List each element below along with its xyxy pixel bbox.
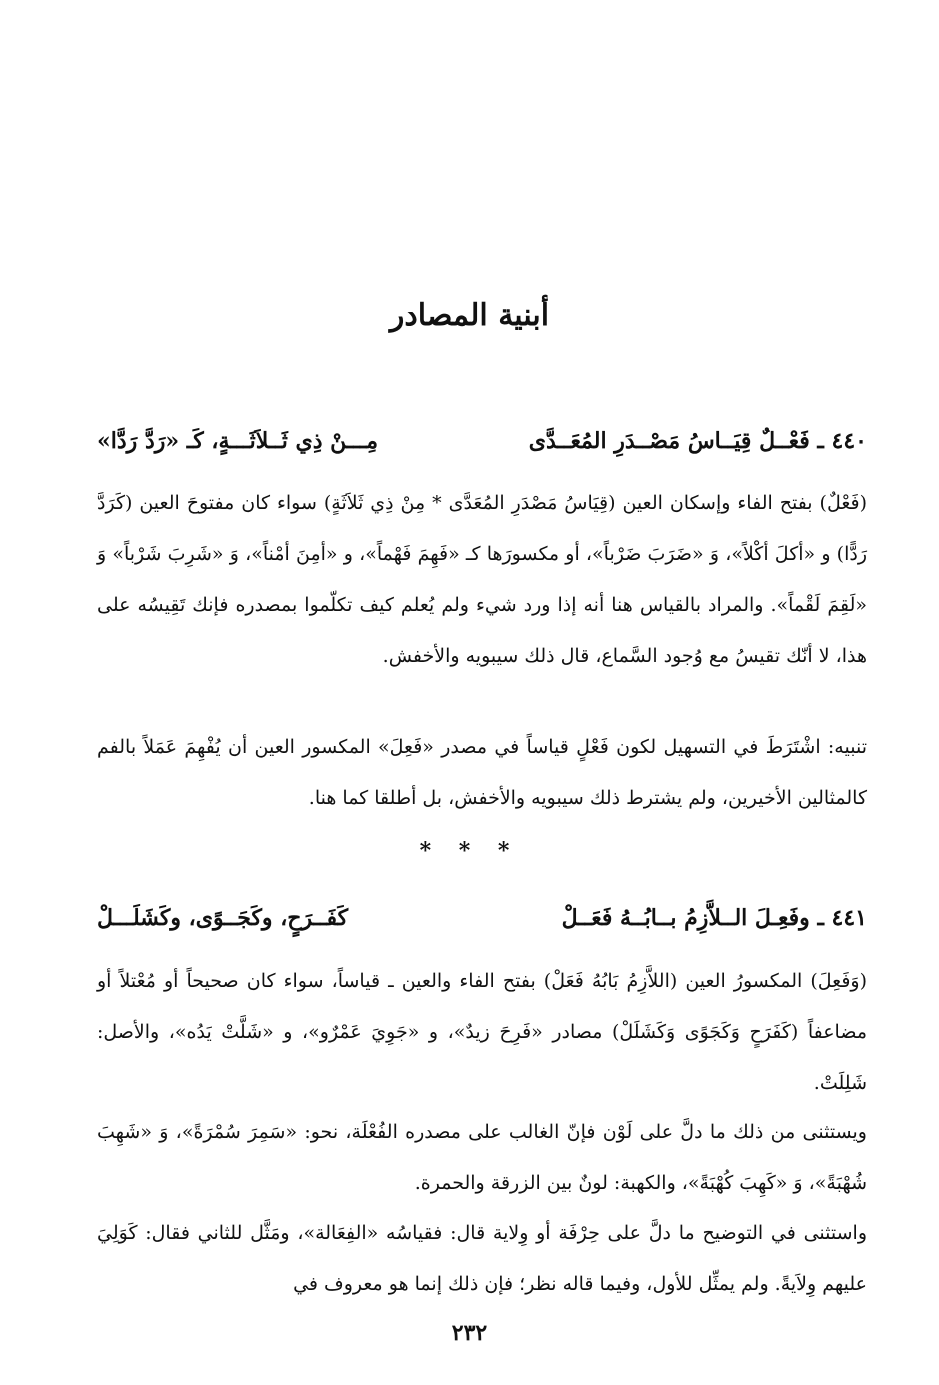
verse-440-first-hemistich: ٤٤٠ ـ فَعْــلٌ قِيَــاسُ مَصْــدَرِ المُعَــدَّى: [528, 428, 867, 454]
page-number: ٢٣٢: [451, 1320, 488, 1346]
commentary-paragraph-441: (وَفَعِلَ) المكسورُ العين (اللاَّزِمُ بَابُهُ فَعَلْ) بفتح الفاء والعين ـ قياساً، سواء كان صحيحاً أو مُعْتلاً أو مضاعفاً (كَفَرَحٍ وَكَجَوًى وَكَشَلَلْ) مصادر «فَرِحَ زيدٌ»، و «جَوِيَ عَمْرٌو»، و «شَلَّتْ يَدُه»، والأصل: شَلِلَتْ.: [97, 970, 867, 1094]
verse-441-first-hemistich: ٤٤١ ـ وفَعِـلَ الــلاَّزِمُ بــابُــهُ فَعَــلْ: [561, 905, 867, 931]
verse-441-second-hemistich: كَفَــرَحٍ، وكَجَــوًى، وكَشَلَـــلْ: [97, 905, 349, 931]
page-title: أبنية المصادر: [389, 298, 550, 333]
exception-paragraph-441: ويستثنى من ذلك ما دلَّ على لَوْن فإنّ الغالب على مصدره الفُعْلَة، نحو: «سَمِرَ سُمْرَةً»، وَ «شَهِبَ شُهْبَةً»، وَ «كَهِبَ كُهْبَةً»، والكهبة: لونٌ بين الزرقة والحمرة.: [97, 1121, 867, 1194]
tawdih-paragraph-441: واستثنى في التوضيح ما دلَّ على حِرْفَة أو وِلاية قال: فقياسُه «الفِعَالة»، ومَثَّل للثاني فقال: كَوَلِيَ عليهم وِلاَيةً. ولم يمثِّل للأول، وفيما قاله نظر؛ فإن ذلك إنما هو معروف في: [97, 1222, 867, 1295]
verse-440-second-hemistich: مِـــنْ ذِي ثَــلاَثَـــةٍ، كَـ «رَدَّ رَدَّا»: [97, 428, 379, 454]
verse-441: [97, 905, 867, 931]
commentary-paragraph-440: (فَعْلٌ) بفتح الفاء وإسكان العين (قِيَاسُ مَصْدَرِ المُعَدَّى * مِنْ ذِي ثَلاَثَةٍ) سواء كان مفتوحَ العين (كَرَدَّ رَدًّا) و «أكلَ أكْلاً»، وَ «ضَرَبَ ضَرْباً»، أو مكسورَها كـ «فَهِمَ فَهْماً»، و «أمِنَ أمْناً»، وَ «شَرِبَ شَرْباً» وَ «لَقِمَ لَقْماً». والمراد بالقياس هنا أنه إذا ورد شيء ولم يُعلم كيف تكلّموا بمصدره فإنك تَقِيسُه على هذا، لا أنّك تقيسُ مع وُجود السَّماع، قال ذلك سيبويه والأخفش.: [97, 492, 867, 667]
verse-440: [97, 428, 867, 454]
note-paragraph-440: تنبيه: اشْتَرَطَ في التسهيل لكون فَعْلٍ قياساً في مصدر «فَعِلَ» المكسور العين أن يُفْهِمَ عَمَلاً بالفم كالمثالين الأخيرين، ولم يشترط ذلك سيبويه والأخفش، بل أطلقا كما هنا.: [97, 736, 867, 809]
section-separator: * * *: [419, 838, 520, 864]
